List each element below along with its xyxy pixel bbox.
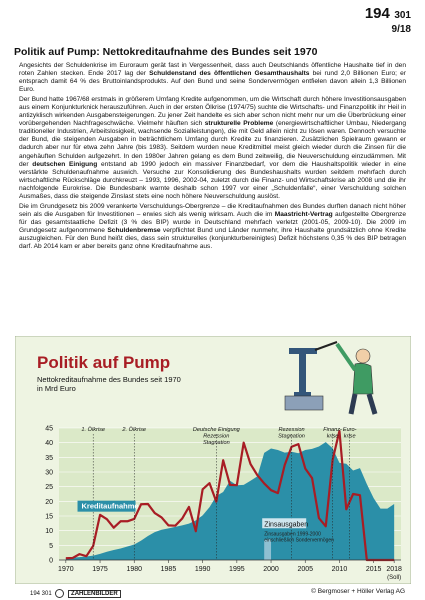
annotation-label: 1. Ölkrise	[81, 427, 106, 433]
y-tick-label: 15	[45, 513, 53, 521]
x-tick-label: 1990	[194, 566, 211, 573]
y-tick-label: 25	[45, 484, 53, 492]
x-tick-label: 1970	[58, 566, 74, 573]
copyright: © Bergmoser + Höller Verlag AG	[311, 588, 405, 595]
annotation-label: Stagnation	[278, 433, 305, 440]
x-tick-note: (Soll)	[387, 575, 402, 581]
plot-area	[59, 428, 401, 563]
page-title: Politik auf Pump: Nettokreditaufnahme des Bundes seit 1970	[14, 46, 318, 58]
y-tick-label: 30	[45, 469, 53, 477]
annotation-label: Rezession	[278, 427, 305, 433]
annotation-label: Rezession	[203, 433, 230, 440]
issue-date: 9/18	[391, 24, 411, 35]
brand-icon	[55, 589, 64, 598]
annotation-label: Deutsche Einigung	[192, 427, 240, 433]
annotation-label: Euro-	[342, 427, 357, 433]
y-tick-label: 0	[49, 557, 53, 565]
page-header	[14, 5, 411, 58]
chart-title: Politik auf Pump	[37, 353, 171, 372]
brand-label: ZAHLENBILDER	[68, 590, 121, 598]
y-tick-label: 20	[45, 498, 53, 506]
series-label-zinsausgaben: Zinsausgaben	[264, 521, 309, 529]
annotation-label: krise	[343, 433, 356, 440]
annotation-label: Finanz-	[323, 427, 342, 433]
paragraph-3: Die im Grundgesetz bis 2009 verankerte Verschuldungs-Obergrenze – die Kreditaufnahmen des Bundes durften danach nicht höher sein als die Ausgaben für Investitionen – erwies sich als wenig wirksam. Auch die im Maastricht-Vertrag aufgestellte Obergrenze für das gesamtstaatliche Defizit (3 % des BIP) wurde in Deutschland mehrfach verletzt (2001-05, 2009-10). Die 2009 im Grundgesetz aufgenommene Schuldenbremse verpflichtet Bund und Länder nunmehr, ihre Haushalte grundsätzlich ohne Kredite auszugleichen. Für den Bund heißt dies, dass sein strukturelles (konjunkturbereinigtes) Defizit höchstens 0,35 % des BIP betragen darf. Ab 2014 kam er aber bereits ganz ohne Kreditaufnahme aus.	[19, 202, 406, 251]
x-tick-label: 1980	[126, 566, 143, 573]
x-tick-label: 2005	[297, 566, 314, 573]
x-tick-label: 1975	[92, 566, 108, 573]
chart-subtitle: Nettokreditaufnahme des Bundes seit 1970 in Mrd Euro	[37, 375, 181, 393]
sheet-number-main: 194	[364, 5, 390, 22]
paragraph-2: Der Bund hatte 1967/68 erstmals in größerem Umfang Kredite aufgenommen, um die Wirtschaft durch höhere Investitionsausgaben aus einem Konjunkturknick herauszuführen. Auch in der ersten Ölkrise (1974/75) suchte die Wirtschafts- und Finanzpolitik ihr Heil in antizyklisch wirkenden Ausgabensteigerungen. Zu jener Zeit handelte es sich aber schon nicht mehr nur um die Überbrückung einer vorübergehenden Nachfrageschwäche. Vielmehr häuften sich strukturelle Probleme (energiewirtschaftlicher Umbau, Niedergang traditioneller Industrien, Arbeitslosigkeit, wachsende Sozialleistungen), die mit Geld allein nicht zu lösen waren. Dennoch versuchte der Bund, die steigenden Ausgaben in beträchtlichem Umfang durch Kredite zu finanzieren. Zusätzlichen Spielraum gewann er dadurch aber nur für etwa zehn Jahre (bis 1983). Seitdem wurden neue Kreditmittel meist gleich wieder durch die Zinsen für die angehäuften Schulden aufgezehrt. In den 1980er Jahren gelang es dem Bund zeitweilig, die Neuverschuldung einzudämmen. Mit der deutschen Einigung entstand ab 1990 jedoch ein massiver Finanzbedarf, vor dem die Haushaltspolitik wieder in eine verstärkte Schuldenaufnahme auswich. Versuche zur Konsolidierung des Bundeshaushalts wurden seitdem mehrfach durch wirtschaftliche Rückschläge durchkreuzt – 1993, 1996, 2002-04, zuletzt durch die Finanz- und Wirtschaftskrise ab 2008 und die ihr nachfolgende Eurokrise. Die Bundesbank warnte deshalb schon 1997 vor einer „Schuldenfalle“, einer Verschuldung solchen Ausmaßes, dass die steigende Zinslast stets eine noch höhere Neuverschuldung auslöst.	[19, 96, 407, 200]
annotation-label: krise	[326, 433, 339, 440]
x-tick-label: 2010	[331, 566, 348, 573]
x-tick-label: 1985	[160, 566, 177, 573]
annotation-label: Stagnation	[202, 440, 230, 446]
series-label-sondervermoegen: Zinsausgaben 1999-2000 einschließlich Sondervermögen	[264, 531, 334, 544]
y-tick-label: 40	[45, 440, 53, 448]
y-tick-label: 35	[45, 454, 53, 462]
paragraph-1: Angesichts der Schuldenkrise im Euroraum gerät fast in Vergessenheit, dass auch Deutschlands öffentliche Haushalte tief in den roten Zahlen stecken. Ende 2017 lag der Schuldenstand des öffentlichen Gesamthaushalts bei rund 2,0 Billionen Euro; er entsprach damit 64 % des Bruttoinlandsprodukts. Auf den Bund und seine Sondervermögen entfielen davon allein 1,3 Billionen Euro.	[19, 62, 406, 94]
x-tick-label: 2018	[386, 566, 402, 573]
x-tick-label: 2000	[263, 566, 279, 573]
article-text	[19, 62, 406, 253]
sheet-number	[365, 6, 411, 35]
sheet-number-sub: 301	[394, 10, 411, 21]
series-label-kreditaufnahme: Kreditaufnahme	[81, 501, 139, 511]
debt-chart	[15, 336, 411, 584]
x-tick-label: 2015	[365, 566, 382, 573]
y-tick-label: 45	[45, 425, 53, 433]
x-tick-label: 1995	[229, 566, 245, 573]
footer-code: 194 301 ZAHLENBILDER	[30, 589, 121, 598]
y-tick-label: 10	[45, 528, 53, 536]
y-tick-label: 5	[49, 542, 53, 550]
annotation-label: 2. Ölkrise	[122, 427, 147, 433]
